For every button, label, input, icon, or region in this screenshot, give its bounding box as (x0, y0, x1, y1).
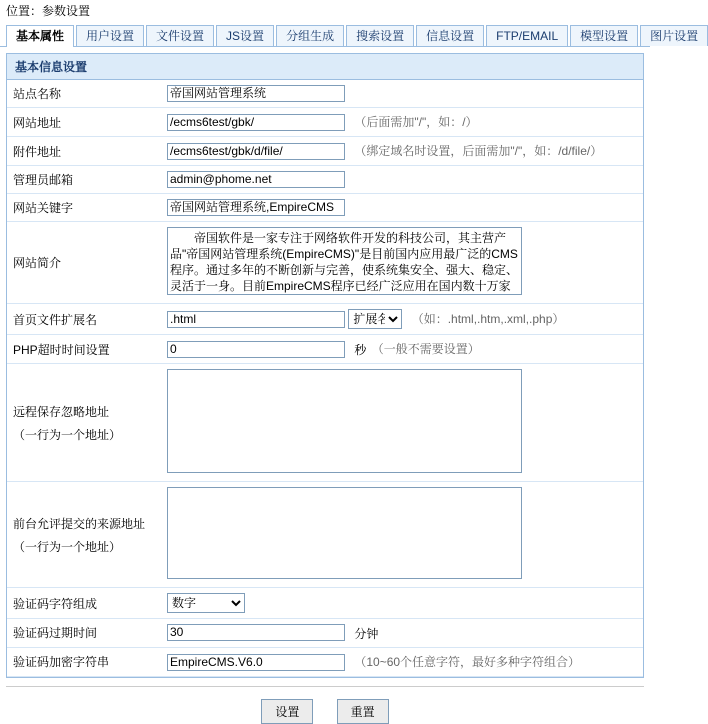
table-row (7, 304, 643, 335)
breadcrumb-prefix: 位置： (6, 4, 43, 18)
table-row (7, 619, 643, 647)
label-adminmail: 管理员邮箱 (7, 166, 161, 194)
tab-label: 信息设置 (426, 29, 475, 43)
breadcrumb-current: 参数设置 (42, 4, 91, 18)
label-sourceurl (7, 482, 161, 588)
label-intro: 网站简介 (7, 222, 161, 304)
fileurl-hint: （绑定域名时设置，后面需加"/"，如：/d/file/） (354, 144, 603, 158)
table-row (7, 137, 643, 166)
keyword-input[interactable] (167, 199, 345, 216)
tab-label: 分组生成 (286, 29, 335, 43)
field-vcodekey (161, 647, 643, 676)
vcodekey-hint: （10~60个任意字符，最好多种字符组合） (354, 654, 581, 669)
phptimeout-unit: 秒 (354, 343, 367, 358)
field-sourceurl (161, 482, 643, 588)
sourceurl-textarea[interactable] (167, 487, 522, 579)
table-row (7, 647, 643, 676)
field-siteurl (161, 108, 643, 137)
label-vcodetime: 验证码过期时间 (7, 619, 161, 647)
vcodetime-unit: 分钟 (354, 626, 379, 641)
tab-search-settings[interactable] (346, 25, 414, 46)
label-keyword: 网站关键字 (7, 194, 161, 222)
indexext-select[interactable] (348, 309, 402, 329)
tab-label: 基本属性 (16, 29, 65, 43)
table-row (7, 80, 643, 108)
table-row (7, 222, 643, 304)
tab-label: FTP/EMAIL (496, 29, 559, 43)
breadcrumb (0, 0, 650, 22)
table-row (7, 194, 643, 222)
label-indexext: 首页文件扩展名 (7, 304, 161, 335)
field-fileurl (161, 137, 643, 166)
table-row (7, 335, 643, 364)
field-intro (161, 222, 643, 304)
siteurl-input[interactable] (167, 114, 345, 131)
reset-button[interactable]: 重置 (337, 699, 389, 724)
tab-label: 图片设置 (650, 29, 699, 43)
field-phptimeout (161, 335, 643, 364)
vcodetime-input[interactable] (167, 624, 345, 641)
sitename-input[interactable] (167, 85, 345, 102)
remotesave-label-text: 远程保存忽略地址 (13, 404, 110, 419)
vcodetype-select[interactable] (167, 593, 245, 613)
remotesave-textarea[interactable] (167, 369, 522, 473)
field-vcodetype (161, 588, 643, 619)
tab-image-settings[interactable] (640, 25, 708, 46)
settings-form (7, 80, 643, 677)
tab-label: 文件设置 (156, 29, 205, 43)
footer-divider (6, 686, 644, 687)
tab-info-settings[interactable] (416, 25, 484, 46)
label-sitename: 站点名称 (7, 80, 161, 108)
vcodekey-input[interactable] (167, 654, 345, 671)
tab-user-settings[interactable] (76, 25, 144, 46)
tab-label: 模型设置 (580, 29, 629, 43)
label-phptimeout: PHP超时时间设置 (7, 335, 161, 364)
intro-textarea[interactable] (167, 227, 522, 295)
sourceurl-label-text: 前台允评提交的来源地址 (13, 516, 146, 531)
field-indexext (161, 304, 643, 335)
tab-basic-attributes[interactable] (6, 25, 74, 47)
label-siteurl: 网站地址 (7, 108, 161, 137)
form-actions (0, 699, 650, 724)
fileurl-input[interactable] (167, 143, 345, 160)
table-row (7, 482, 643, 588)
remotesave-sublabel: （一行为一个地址） (13, 427, 122, 442)
label-vcodekey: 验证码加密字符串 (7, 647, 161, 676)
label-vcodetype: 验证码字符组成 (7, 588, 161, 619)
table-row (7, 364, 643, 482)
field-vcodetime (161, 619, 643, 647)
sourceurl-sublabel: （一行为一个地址） (13, 539, 122, 554)
field-sitename (161, 80, 643, 108)
field-remotesave (161, 364, 643, 482)
siteurl-hint: （后面需加"/"，如：/） (354, 115, 478, 129)
table-row (7, 108, 643, 137)
settings-panel (6, 53, 644, 678)
phptimeout-input[interactable] (167, 341, 345, 358)
tab-group-generate[interactable] (276, 25, 344, 46)
tab-file-settings[interactable] (146, 25, 214, 46)
table-row (7, 588, 643, 619)
field-adminmail (161, 166, 643, 194)
submit-button[interactable]: 设置 (261, 699, 313, 724)
tab-label: 用户设置 (86, 29, 135, 43)
tab-label: JS设置 (226, 29, 265, 43)
field-keyword (161, 194, 643, 222)
adminmail-input[interactable] (167, 171, 345, 188)
phptimeout-hint: （一般不需要设置） (371, 342, 480, 356)
tab-model-settings[interactable] (570, 25, 638, 46)
tab-ftp-email[interactable] (486, 25, 568, 46)
tab-bar (0, 22, 699, 47)
tab-js-settings[interactable] (216, 25, 274, 46)
panel-title: 基本信息设置 (7, 54, 643, 80)
label-fileurl: 附件地址 (7, 137, 161, 166)
label-remotesave (7, 364, 161, 482)
table-row (7, 166, 643, 194)
indexext-hint: （如：.html,.htm,.xml,.php） (411, 312, 565, 326)
indexext-input[interactable] (167, 311, 345, 328)
tab-label: 搜索设置 (356, 29, 405, 43)
